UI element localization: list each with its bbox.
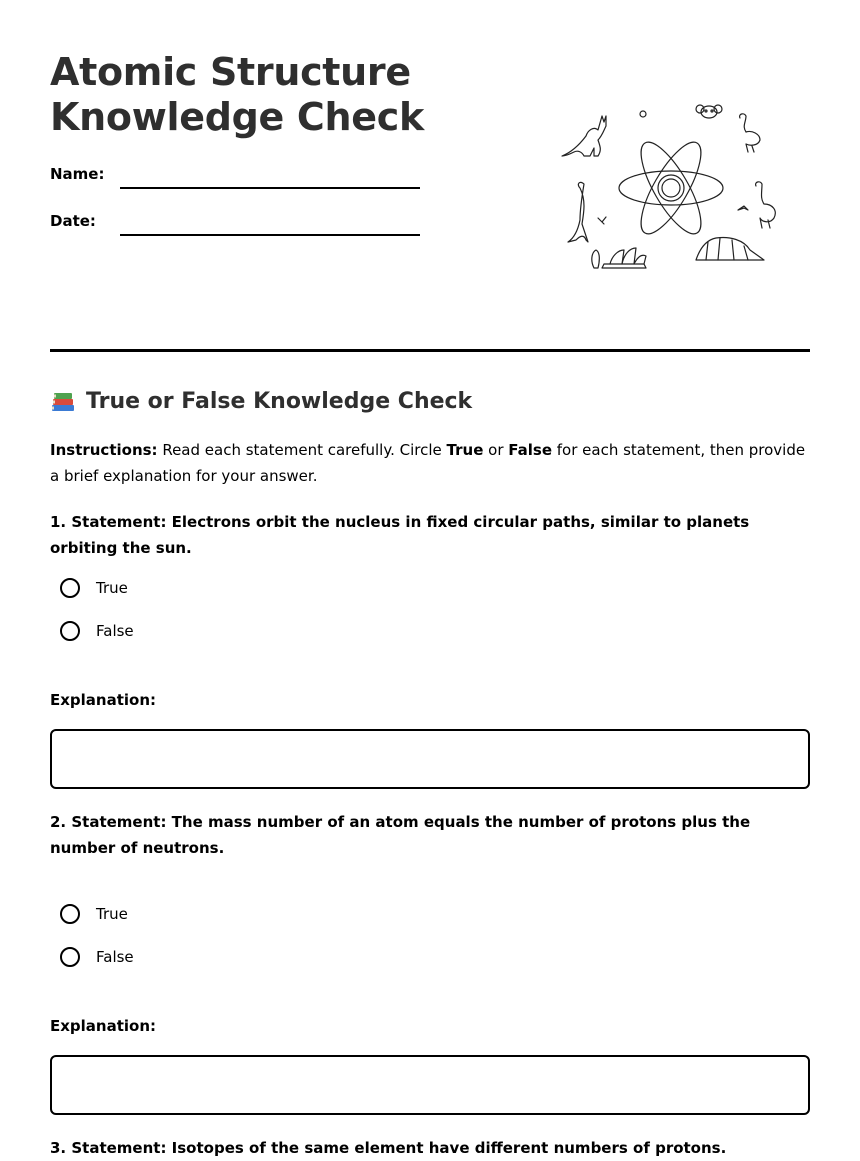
radio-circle-icon[interactable] <box>60 578 80 598</box>
section-heading-text: True or False Knowledge Check <box>86 388 473 414</box>
instructions-text-3: for each statement, then provide a brief explanation for your answer. <box>50 441 806 485</box>
instructions <box>50 437 810 489</box>
name-field[interactable] <box>120 187 420 189</box>
section-heading <box>50 388 472 414</box>
radio-circle-icon[interactable] <box>60 621 80 641</box>
title-line-2: Knowledge Check <box>50 95 424 139</box>
emu-icon <box>740 114 760 152</box>
option-label: False <box>96 622 134 640</box>
koala-icon <box>696 105 722 118</box>
question-3-statement: 3. Statement: Isotopes of the same element have different numbers of protons. <box>50 1139 727 1157</box>
question-1-explanation-box[interactable] <box>50 729 810 789</box>
uluru-icon <box>696 238 764 261</box>
date-label: Date: <box>50 212 96 230</box>
books-icon <box>50 388 76 414</box>
option-label: False <box>96 948 134 966</box>
date-field[interactable] <box>120 234 420 236</box>
radio-circle-icon[interactable] <box>60 904 80 924</box>
instructions-false: False <box>508 441 552 459</box>
question-1-option-true[interactable] <box>60 578 128 598</box>
instructions-true: True <box>446 441 484 459</box>
question-1-option-false[interactable] <box>60 621 134 641</box>
question-1-statement: 1. Statement: Electrons orbit the nucleus in fixed circular paths, similar to planets orbiting the sun. <box>50 513 750 557</box>
title-line-1: Atomic Structure <box>50 50 411 94</box>
atom-australia-illustration <box>554 100 794 280</box>
question-2-option-false[interactable] <box>60 947 134 967</box>
question-2-statement: 2. Statement: The mass number of an atom equals the number of protons plus the number of neutrons. <box>50 813 751 857</box>
section-divider <box>50 349 810 352</box>
question-2-explanation-label: Explanation: <box>50 1017 157 1035</box>
question-2-explanation-box[interactable] <box>50 1055 810 1115</box>
name-label: Name: <box>50 165 105 183</box>
atom-icon <box>619 134 723 241</box>
kangaroo-standing-icon <box>568 182 588 242</box>
instructions-text-2: or <box>483 441 509 459</box>
radio-circle-icon[interactable] <box>60 947 80 967</box>
question-1-explanation-label: Explanation: <box>50 691 157 709</box>
kangaroo-icon <box>562 116 606 156</box>
instructions-text-1: Read each statement carefully. Circle <box>157 441 447 459</box>
emu-icon-2 <box>756 182 776 228</box>
option-label: True <box>96 905 128 923</box>
electron-dot-icon <box>640 111 646 117</box>
question-2-option-true[interactable] <box>60 904 128 924</box>
page-title <box>50 50 424 140</box>
option-label: True <box>96 579 128 597</box>
bird-icon <box>598 217 606 224</box>
bird-icon-2 <box>738 206 748 210</box>
opera-house-icon <box>592 248 646 268</box>
instructions-lead: Instructions: <box>50 441 158 459</box>
